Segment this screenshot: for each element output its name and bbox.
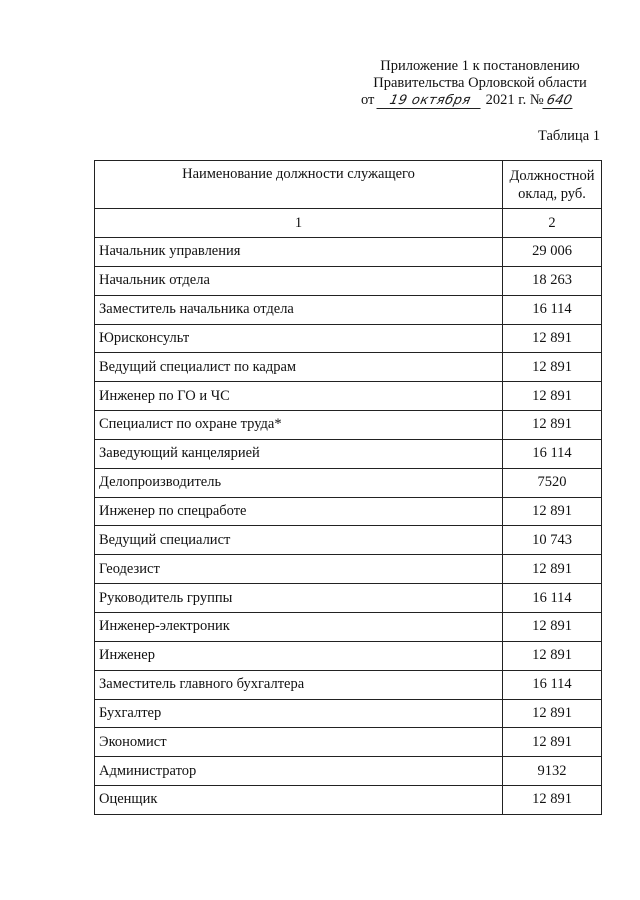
position-name-cell: Специалист по охране труда* xyxy=(95,411,503,440)
salary-cell: 9132 xyxy=(503,757,602,786)
position-name-cell: Администратор xyxy=(95,757,503,786)
table-row xyxy=(95,555,602,584)
salary-header-line-2: оклад, руб. xyxy=(518,185,586,202)
position-name-cell: Инженер-электроник xyxy=(95,612,503,641)
appendix-header xyxy=(360,58,600,109)
year-text: 2021 г. № xyxy=(485,92,544,108)
table-row xyxy=(95,728,602,757)
table-row xyxy=(95,526,602,555)
position-name-cell: Начальник отдела xyxy=(95,266,503,295)
table-row xyxy=(95,497,602,526)
salary-cell: 16 114 xyxy=(503,295,602,324)
salary-cell: 12 891 xyxy=(503,612,602,641)
salary-cell: 12 891 xyxy=(503,555,602,584)
position-name-cell: Руководитель группы xyxy=(95,584,503,613)
handwritten-number: 640 xyxy=(542,94,575,109)
salary-table xyxy=(94,160,602,815)
position-name-cell: Ведущий специалист по кадрам xyxy=(95,353,503,382)
position-name-cell: Ведущий специалист xyxy=(95,526,503,555)
position-name-cell: Оценщик xyxy=(95,786,503,815)
table-row xyxy=(95,786,602,815)
salary-cell: 12 891 xyxy=(503,728,602,757)
salary-cell: 12 891 xyxy=(503,353,602,382)
table-row xyxy=(95,584,602,613)
table-row xyxy=(95,641,602,670)
handwritten-date: 19 октября xyxy=(376,94,483,109)
position-name-cell: Заведующий канцелярией xyxy=(95,439,503,468)
salary-cell: 10 743 xyxy=(503,526,602,555)
column-number-row xyxy=(95,209,602,238)
salary-cell: 12 891 xyxy=(503,699,602,728)
table-header-row xyxy=(95,161,602,209)
table-row xyxy=(95,670,602,699)
position-name-cell: Бухгалтер xyxy=(95,699,503,728)
table-row xyxy=(95,699,602,728)
salary-cell: 12 891 xyxy=(503,497,602,526)
salary-cell: 7520 xyxy=(503,468,602,497)
salary-cell: 12 891 xyxy=(503,382,602,411)
table-row xyxy=(95,439,602,468)
table-row xyxy=(95,238,602,267)
table-body xyxy=(95,238,602,815)
position-name-cell: Инженер по ГО и ЧС xyxy=(95,382,503,411)
salary-header-line-1: Должностной xyxy=(509,167,595,184)
salary-cell: 16 114 xyxy=(503,439,602,468)
table-row xyxy=(95,468,602,497)
column-number-2: 2 xyxy=(503,209,602,238)
table-row xyxy=(95,324,602,353)
position-name-cell: Заместитель главного бухгалтера xyxy=(95,670,503,699)
salary-cell: 16 114 xyxy=(503,670,602,699)
salary-header xyxy=(503,161,602,209)
table-row xyxy=(95,612,602,641)
table-label: Таблица 1 xyxy=(537,128,600,144)
salary-cell: 12 891 xyxy=(503,641,602,670)
appendix-title: Приложение 1 к постановлению xyxy=(380,58,580,74)
salary-cell: 29 006 xyxy=(503,238,602,267)
salary-cell: 18 263 xyxy=(503,266,602,295)
appendix-authority: Правительства Орловской области xyxy=(373,75,587,91)
table-row xyxy=(95,757,602,786)
position-name-cell: Делопроизводитель xyxy=(95,468,503,497)
table-row xyxy=(95,295,602,324)
position-name-cell: Юрисконсульт xyxy=(95,324,503,353)
position-name-cell: Инженер xyxy=(95,641,503,670)
date-prefix: от xyxy=(361,92,375,108)
column-number-1: 1 xyxy=(95,209,503,238)
table-row xyxy=(95,411,602,440)
salary-cell: 12 891 xyxy=(503,324,602,353)
appendix-date-line xyxy=(360,92,600,109)
salary-cell: 16 114 xyxy=(503,584,602,613)
position-name-cell: Инженер по спецработе xyxy=(95,497,503,526)
salary-cell: 12 891 xyxy=(503,786,602,815)
position-name-cell: Заместитель начальника отдела xyxy=(95,295,503,324)
position-name-cell: Начальник управления xyxy=(95,238,503,267)
table-row xyxy=(95,353,602,382)
position-name-cell: Экономист xyxy=(95,728,503,757)
salary-cell: 12 891 xyxy=(503,411,602,440)
table-row xyxy=(95,266,602,295)
position-name-cell: Геодезист xyxy=(95,555,503,584)
table-row xyxy=(95,382,602,411)
position-name-header: Наименование должности служащего xyxy=(95,161,503,209)
